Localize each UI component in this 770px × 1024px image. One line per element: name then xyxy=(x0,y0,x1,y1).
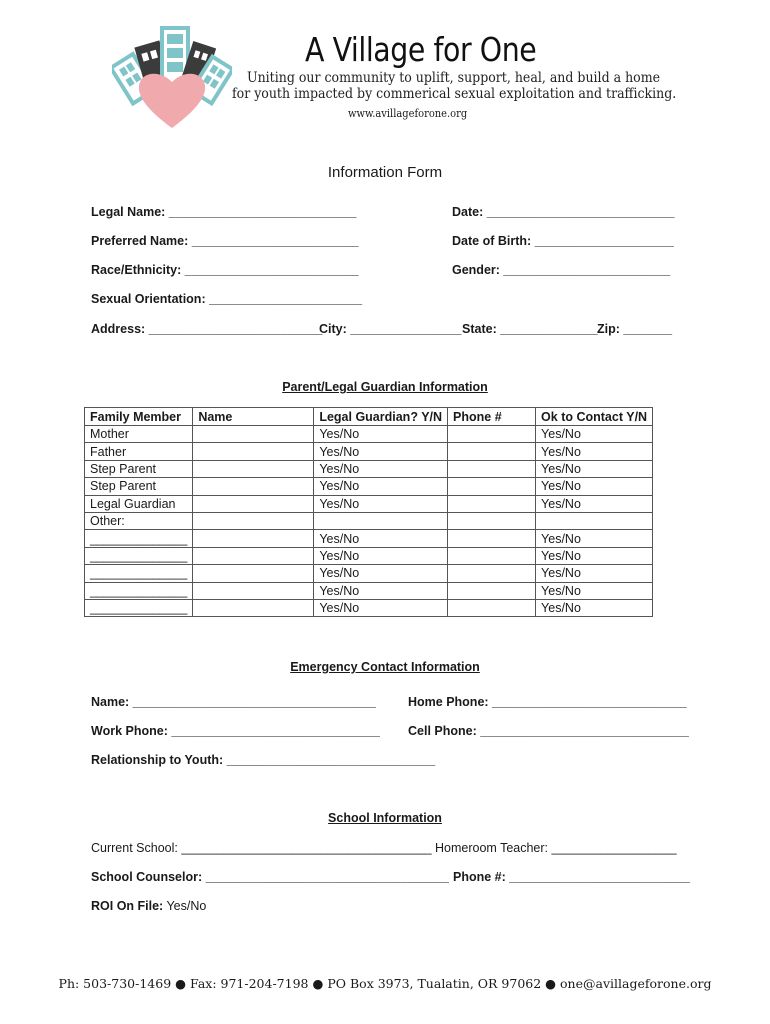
website-link[interactable]: www.avillageforone.org xyxy=(348,107,468,120)
cell-ok-to-contact[interactable]: Yes/No xyxy=(536,547,653,564)
date-of-birth-field[interactable]: Date of Birth: ____________________ xyxy=(452,234,674,248)
cell-name[interactable] xyxy=(193,478,314,495)
cell-phone[interactable] xyxy=(448,512,536,529)
cell-ok-to-contact[interactable]: Yes/No xyxy=(536,426,653,443)
cell-phone[interactable] xyxy=(448,478,536,495)
guardian-header-row xyxy=(85,408,653,426)
cell-name[interactable] xyxy=(193,512,314,529)
guardian-section-title-text: Parent/Legal Guardian Information xyxy=(282,380,488,394)
table-row xyxy=(85,478,653,495)
tagline-line-1: Uniting our community to uplift, support, heal, and build a home xyxy=(247,70,661,86)
cell-phone[interactable] xyxy=(448,495,536,512)
contact-footer: Ph: 503-730-1469 ● Fax: 971-204-7198 ● PO Box 3973, Tualatin, OR 97062 ● one@avillageforone.org xyxy=(58,976,712,991)
cell-legal-guardian[interactable]: Yes/No xyxy=(314,530,448,547)
cell-ok-to-contact[interactable]: Yes/No xyxy=(536,582,653,599)
cell-name[interactable] xyxy=(193,530,314,547)
cell-phone[interactable] xyxy=(448,582,536,599)
cell-name[interactable] xyxy=(193,582,314,599)
cell-family-member[interactable]: ______________ xyxy=(85,599,193,616)
cell-legal-guardian[interactable]: Yes/No xyxy=(314,495,448,512)
cell-name[interactable] xyxy=(193,547,314,564)
cell-family-member: Step Parent xyxy=(85,478,193,495)
race-ethnicity-field[interactable]: Race/Ethnicity: _________________________ xyxy=(91,263,359,277)
cell-phone[interactable] xyxy=(448,565,536,582)
table-row xyxy=(85,495,653,512)
cell-legal-guardian[interactable]: Yes/No xyxy=(314,478,448,495)
table-row xyxy=(85,443,653,460)
preferred-name-field[interactable]: Preferred Name: ________________________ xyxy=(91,234,359,248)
cell-family-member[interactable]: ______________ xyxy=(85,565,193,582)
guardian-table xyxy=(84,407,653,617)
roi-on-file xyxy=(91,899,206,913)
col-legal-guardian: Legal Guardian? Y/N xyxy=(314,408,448,426)
col-name: Name xyxy=(193,408,314,426)
sexual-orientation-field[interactable]: Sexual Orientation: ______________________ xyxy=(91,292,363,306)
legal-name-field[interactable]: Legal Name: ___________________________ xyxy=(91,205,357,219)
col-phone: Phone # xyxy=(448,408,536,426)
cell-phone-field[interactable]: Cell Phone: ______________________________ xyxy=(408,724,689,738)
cell-ok-to-contact[interactable]: Yes/No xyxy=(536,565,653,582)
org-name: A Village for One xyxy=(305,30,537,69)
tagline-line-2: for youth impacted by commerical sexual exploitation and trafficking. xyxy=(232,86,677,102)
address-field[interactable]: Address: _________________________ xyxy=(91,322,323,336)
work-phone-field[interactable]: Work Phone: ______________________________ xyxy=(91,724,380,738)
cell-legal-guardian[interactable]: Yes/No xyxy=(314,460,448,477)
cell-family-member: Mother xyxy=(85,426,193,443)
cell-phone[interactable] xyxy=(448,460,536,477)
table-row xyxy=(85,582,653,599)
city-field[interactable]: City: ________________ xyxy=(319,322,462,336)
relationship-field[interactable]: Relationship to Youth: ______________________________ xyxy=(91,753,436,767)
table-row xyxy=(85,599,653,616)
school-phone-field[interactable]: Phone #: __________________________ xyxy=(453,870,691,884)
cell-phone[interactable] xyxy=(448,443,536,460)
cell-family-member[interactable]: ______________ xyxy=(85,582,193,599)
emergency-name-field[interactable]: Name: ___________________________________ xyxy=(91,695,376,709)
cell-family-member[interactable]: ______________ xyxy=(85,530,193,547)
school-counselor-field[interactable]: School Counselor: ___________________________________ xyxy=(91,870,449,884)
cell-legal-guardian[interactable]: Yes/No xyxy=(314,426,448,443)
cell-name[interactable] xyxy=(193,426,314,443)
zip-field[interactable]: Zip: _______ xyxy=(597,322,673,336)
homeroom-teacher-field[interactable]: Homeroom Teacher: __________________ xyxy=(435,841,677,855)
cell-legal-guardian[interactable] xyxy=(314,512,448,529)
cell-family-member: Other: xyxy=(85,512,193,529)
emergency-section-title: Emergency Contact Information xyxy=(290,660,480,674)
cell-ok-to-contact[interactable]: Yes/No xyxy=(536,478,653,495)
cell-phone[interactable] xyxy=(448,530,536,547)
school-section-title: School Information xyxy=(328,811,442,825)
table-row xyxy=(85,460,653,477)
cell-family-member: Legal Guardian xyxy=(85,495,193,512)
cell-legal-guardian[interactable]: Yes/No xyxy=(314,443,448,460)
state-field[interactable]: State: ______________ xyxy=(462,322,598,336)
table-row xyxy=(85,565,653,582)
date-field[interactable]: Date: ___________________________ xyxy=(452,205,675,219)
table-row xyxy=(85,512,653,529)
home-phone-field[interactable]: Home Phone: ____________________________ xyxy=(408,695,687,709)
table-row xyxy=(85,426,653,443)
cell-ok-to-contact[interactable]: Yes/No xyxy=(536,443,653,460)
cell-ok-to-contact[interactable]: Yes/No xyxy=(536,495,653,512)
gender-field[interactable]: Gender: ________________________ xyxy=(452,263,671,277)
village-logo xyxy=(112,22,232,130)
cell-ok-to-contact[interactable] xyxy=(536,512,653,529)
cell-family-member[interactable]: ______________ xyxy=(85,547,193,564)
cell-phone[interactable] xyxy=(448,547,536,564)
cell-ok-to-contact[interactable]: Yes/No xyxy=(536,460,653,477)
cell-name[interactable] xyxy=(193,495,314,512)
col-ok-to-contact: Ok to Contact Y/N xyxy=(536,408,653,426)
cell-family-member: Step Parent xyxy=(85,460,193,477)
col-family-member: Family Member xyxy=(85,408,193,426)
cell-legal-guardian[interactable]: Yes/No xyxy=(314,582,448,599)
cell-name[interactable] xyxy=(193,599,314,616)
cell-ok-to-contact[interactable]: Yes/No xyxy=(536,530,653,547)
cell-name[interactable] xyxy=(193,460,314,477)
cell-legal-guardian[interactable]: Yes/No xyxy=(314,599,448,616)
cell-legal-guardian[interactable]: Yes/No xyxy=(314,547,448,564)
cell-ok-to-contact[interactable]: Yes/No xyxy=(536,599,653,616)
cell-name[interactable] xyxy=(193,565,314,582)
form-title: Information Form xyxy=(327,164,443,181)
cell-phone[interactable] xyxy=(448,426,536,443)
cell-name[interactable] xyxy=(193,443,314,460)
roi-label: ROI On File: xyxy=(91,899,164,913)
roi-value[interactable]: Yes/No xyxy=(166,899,207,913)
cell-phone[interactable] xyxy=(448,599,536,616)
current-school-field[interactable]: Current School: ____________________________________ xyxy=(91,841,432,855)
table-row xyxy=(85,547,653,564)
guardian-section-title xyxy=(0,380,770,394)
table-row xyxy=(85,530,653,547)
cell-family-member: Father xyxy=(85,443,193,460)
cell-legal-guardian[interactable]: Yes/No xyxy=(314,565,448,582)
